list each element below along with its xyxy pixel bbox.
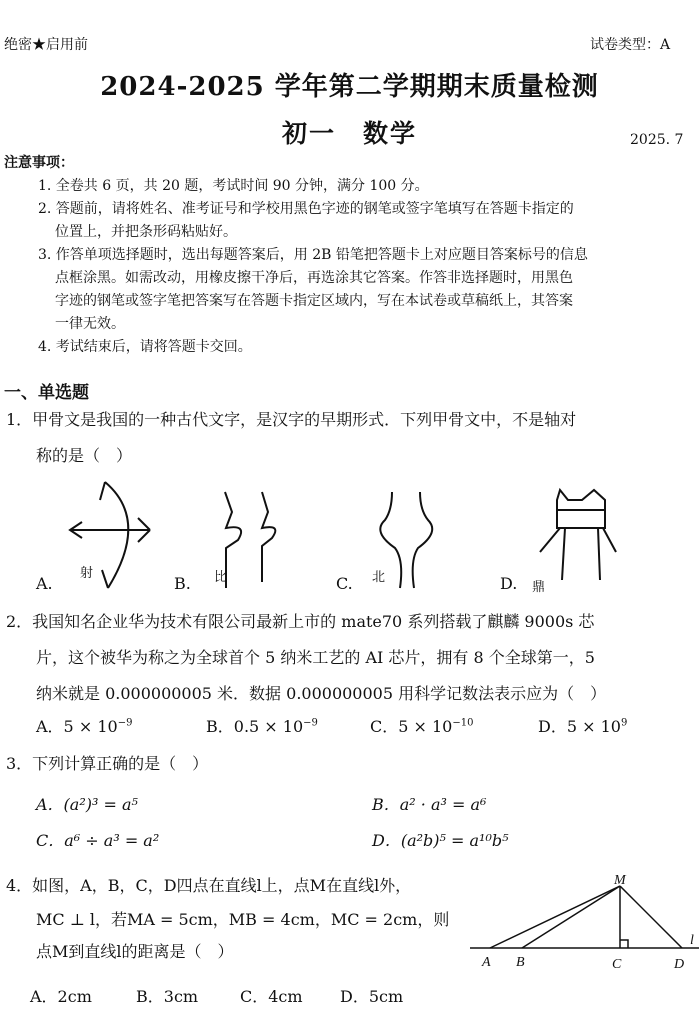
notice-item: 字迹的钢笔或签字笔把答案写在答题卡指定区域内，写在本试卷或草稿纸上，其答案 bbox=[55, 293, 573, 309]
label-d: D bbox=[674, 957, 685, 972]
q2-option-b-exp: −9 bbox=[303, 717, 318, 729]
notice-item: 位置上，并把条形码粘贴好。 bbox=[55, 224, 237, 240]
notice-item: 一律无效。 bbox=[55, 316, 125, 332]
question-2-text: 片，这个被华为称之为全球首个 5 纳米工艺的 AI 芯片，拥有 8 个全球第一，5 bbox=[36, 648, 595, 667]
question-2-text: 纳米就是 0.000000005 米．数据 0.000000005 用科学记数法表示应为（ ） bbox=[36, 684, 607, 703]
question-4-text: 4．如图，A，B，C，D四点在直线l上，点M在直线l外， bbox=[6, 876, 412, 895]
question-1-text: 1．甲骨文是我国的一种古代文字，是汉字的早期形式．下列甲骨文中，不是轴对 bbox=[6, 410, 577, 429]
label-c: C bbox=[612, 957, 622, 972]
label-m: M bbox=[614, 873, 626, 888]
question-1-text: 称的是（ ） bbox=[36, 446, 133, 465]
q3-option-a[interactable]: A．(a²)³ = a⁵ bbox=[36, 795, 138, 814]
q1-char-a: 射 bbox=[80, 566, 94, 581]
q1-char-c: 北 bbox=[372, 570, 386, 585]
paper-type-label: 试卷类型：A bbox=[590, 37, 671, 53]
q2-option-a-exp: −9 bbox=[117, 717, 133, 729]
segment-md bbox=[620, 886, 682, 948]
notice-item: 3. 作答单项选择题时，选出每题答案后，用 2B 铅笔把答题卡上对应题目答案标号的信息 bbox=[38, 247, 588, 263]
q2-option-a-label: A．5 × 10 bbox=[36, 717, 118, 736]
exam-title: 2024-2025 学年第二学期期末质量检测 bbox=[100, 72, 599, 102]
label-a: A bbox=[482, 955, 491, 970]
q1-option-d[interactable]: D. bbox=[500, 574, 518, 593]
segment-mb bbox=[522, 886, 620, 948]
q4-option-b[interactable]: B．3cm bbox=[136, 987, 199, 1006]
q1-option-b[interactable]: B. bbox=[174, 574, 191, 593]
q2-option-a[interactable] bbox=[36, 714, 132, 737]
q2-option-d[interactable] bbox=[538, 714, 627, 737]
q4-option-d[interactable]: D．5cm bbox=[340, 987, 404, 1006]
notice-item: 2. 答题前，请将姓名、准考证号和学校用黑色字迹的钢笔或签字笔填写在答题卡指定的 bbox=[38, 201, 574, 217]
q3-option-c[interactable]: C．a⁶ ÷ a³ = a² bbox=[36, 831, 160, 850]
right-angle-mark bbox=[620, 940, 628, 948]
question-3-text: 3．下列计算正确的是（ ） bbox=[6, 754, 209, 773]
segment-ma bbox=[490, 886, 620, 948]
question-2-text: 2．我国知名企业华为技术有限公司最新上市的 mate70 系列搭载了麒麟 9000s 芯 bbox=[6, 612, 595, 631]
q4-option-a[interactable]: A．2cm bbox=[30, 987, 92, 1006]
question-4-text: MC ⊥ l，若MA = 5cm，MB = 4cm，MC = 2cm，则 bbox=[36, 910, 450, 929]
q2-option-b-label: B．0.5 × 10 bbox=[206, 717, 304, 736]
q4-option-c[interactable]: C．4cm bbox=[240, 987, 303, 1006]
q1-char-d: 鼎 bbox=[532, 580, 546, 595]
q2-option-c[interactable] bbox=[370, 714, 473, 737]
q2-option-c-exp: −10 bbox=[452, 717, 474, 729]
exam-date: 2025. 7 bbox=[630, 132, 684, 148]
question-4-text: 点M到直线l的距离是（ ） bbox=[36, 942, 234, 961]
geometry-figure bbox=[470, 872, 699, 982]
exam-subtitle: 初一 数学 bbox=[281, 119, 417, 148]
q2-option-b[interactable] bbox=[206, 714, 318, 737]
notice-heading: 注意事项： bbox=[4, 155, 74, 171]
notice-item: 点框涂黑。如需改动，用橡皮擦干净后，再选涂其它答案。作答非选择题时，用黑色 bbox=[55, 270, 573, 286]
label-b: B bbox=[516, 955, 525, 970]
q2-option-d-label: D．5 × 10 bbox=[538, 717, 621, 736]
notice-item: 1. 全卷共 6 页，共 20 题，考试时间 90 分钟，满分 100 分。 bbox=[38, 178, 429, 194]
q1-option-a[interactable]: A. bbox=[36, 574, 53, 593]
label-l: l bbox=[690, 933, 694, 948]
q2-option-d-exp: 9 bbox=[620, 717, 628, 729]
q3-option-d[interactable]: D．(a²b)⁵ = a¹⁰b⁵ bbox=[372, 831, 509, 850]
q2-option-c-label: C．5 × 10 bbox=[370, 717, 453, 736]
q1-char-b: 比 bbox=[214, 570, 228, 585]
q3-option-b[interactable]: B．a² · a³ = a⁶ bbox=[372, 795, 487, 814]
notice-item: 4. 考试结束后，请将答题卡交回。 bbox=[38, 339, 252, 355]
confidential-label: 绝密★启用前 bbox=[4, 37, 88, 53]
q1-option-c[interactable]: C. bbox=[336, 574, 353, 593]
bow-stroke bbox=[105, 482, 128, 588]
section-heading: 一、单选题 bbox=[4, 383, 89, 403]
